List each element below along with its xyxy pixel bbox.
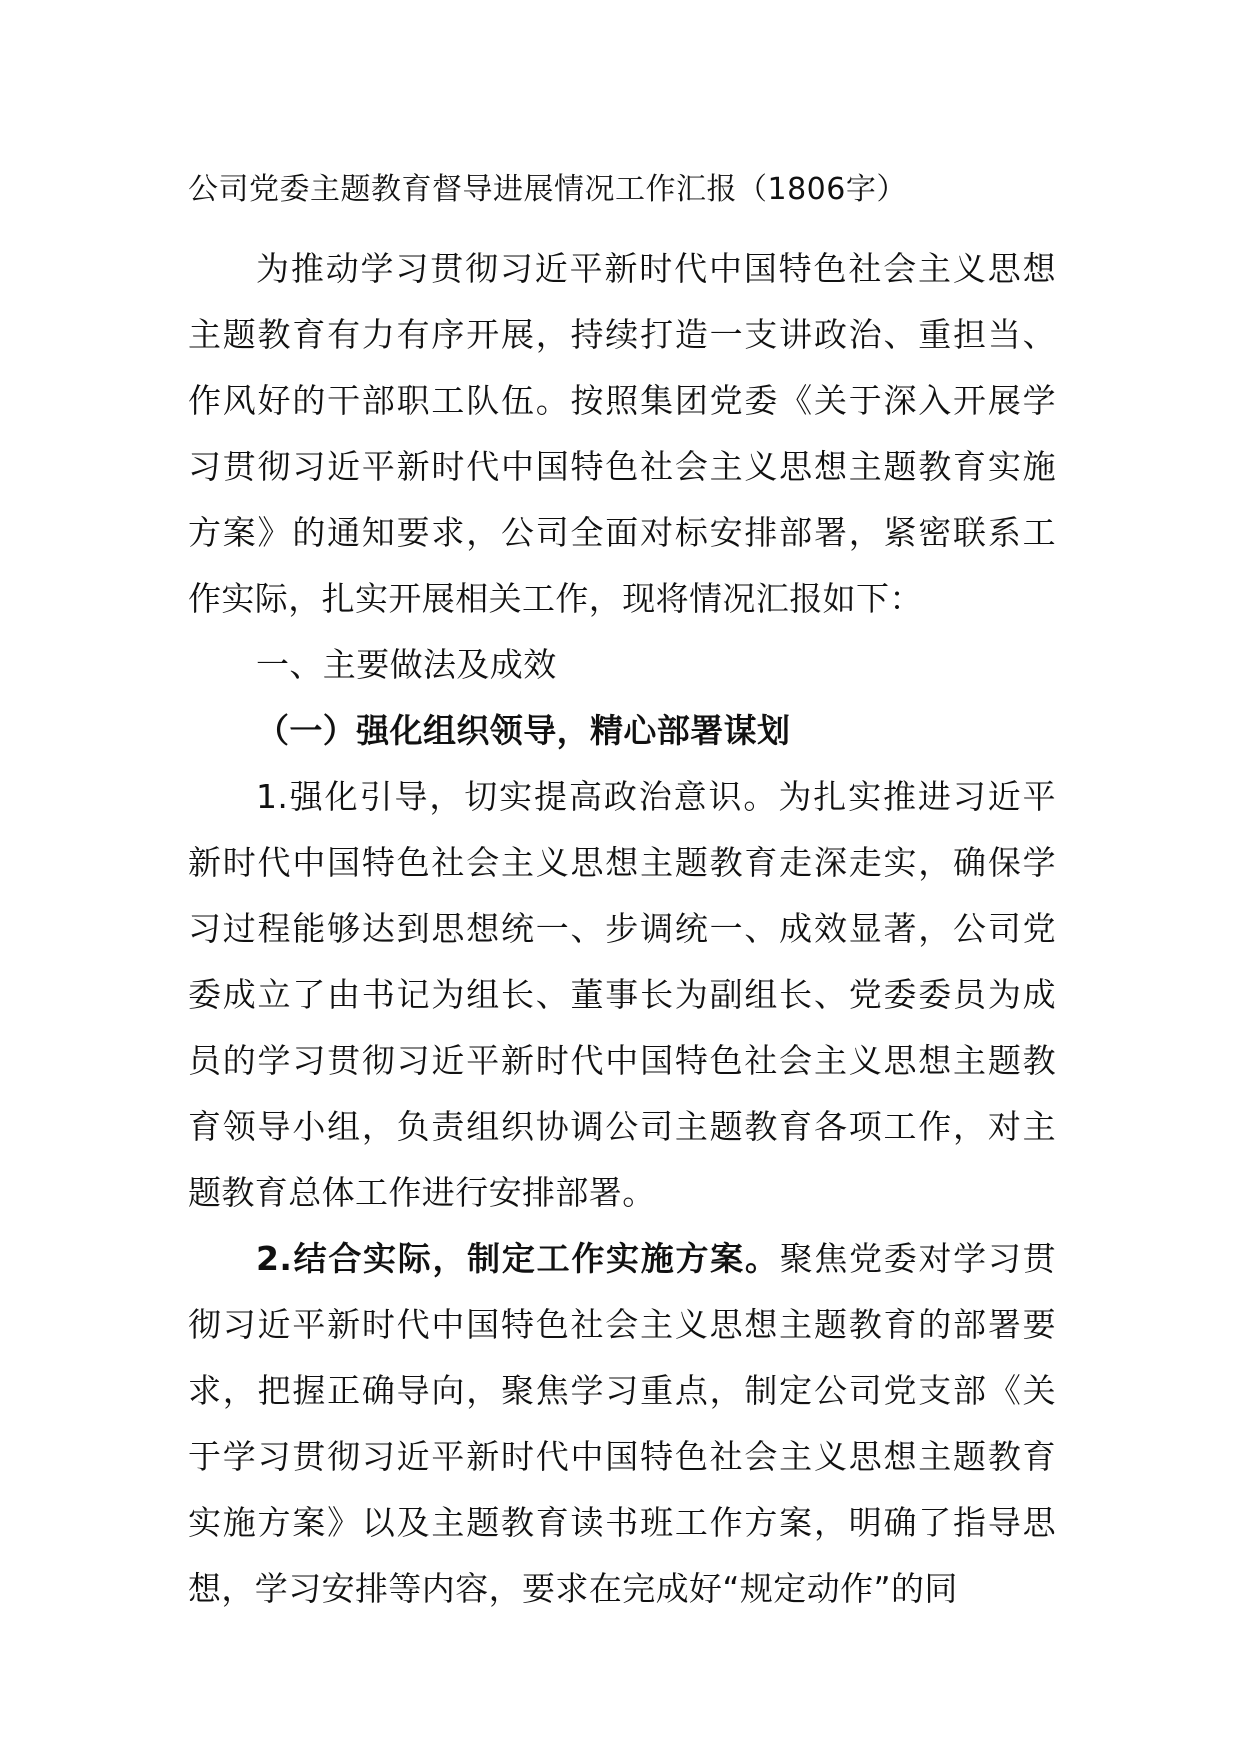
intro-paragraph: 为推动学习贯彻习近平新时代中国特色社会主义思想主题教育有力有序开展，持续打造一支讲政治、重担当、作风好的干部职工队伍。按照集团党委《关于深入开展学习贯彻习近平新时代中国特色社会主义思想主题教育实施方案》的通知要求，公司全面对标安排部署，紧密联系工作实际，扎实开展相关工作，现将情况汇报如下：	[188, 249, 1056, 618]
section-heading-main-practices: 一、主要做法及成效	[256, 645, 557, 684]
item2-lead: 2.结合实际，制定工作实施方案。	[256, 1239, 780, 1278]
item2-text: 聚焦党委对学习贯彻习近平新时代中国特色社会主义思想主题教育的部署要求，把握正确导向，聚焦学习重点，制定公司党支部《关于学习贯彻习近平新时代中国特色社会主义思想主题教育实施方案》以及主题教育读书班工作方案，明确了指导思想，学习安排等内容，要求在完成好“规定动作”的同	[188, 1239, 1057, 1608]
item1-paragraph: 1.强化引导，切实提高政治意识。为扎实推进习近平新时代中国特色社会主义思想主题教育走深走实，确保学习过程能够达到思想统一、步调统一、成效显著，公司党委成立了由书记为组长、董事长为副组长、党委委员为成员的学习贯彻习近平新时代中国特色社会主义思想主题教育领导小组，负责组织协调公司主题教育各项工作，对主题教育总体工作进行安排部署。	[188, 777, 1056, 1212]
document-page	[188, 170, 1056, 1622]
subsection-heading-organization: （一）强化组织领导，精心部署谋划	[256, 711, 791, 750]
document-title: 公司党委主题教育督导进展情况工作汇报（1806字）	[188, 172, 907, 207]
item2-paragraph	[188, 1226, 1056, 1622]
